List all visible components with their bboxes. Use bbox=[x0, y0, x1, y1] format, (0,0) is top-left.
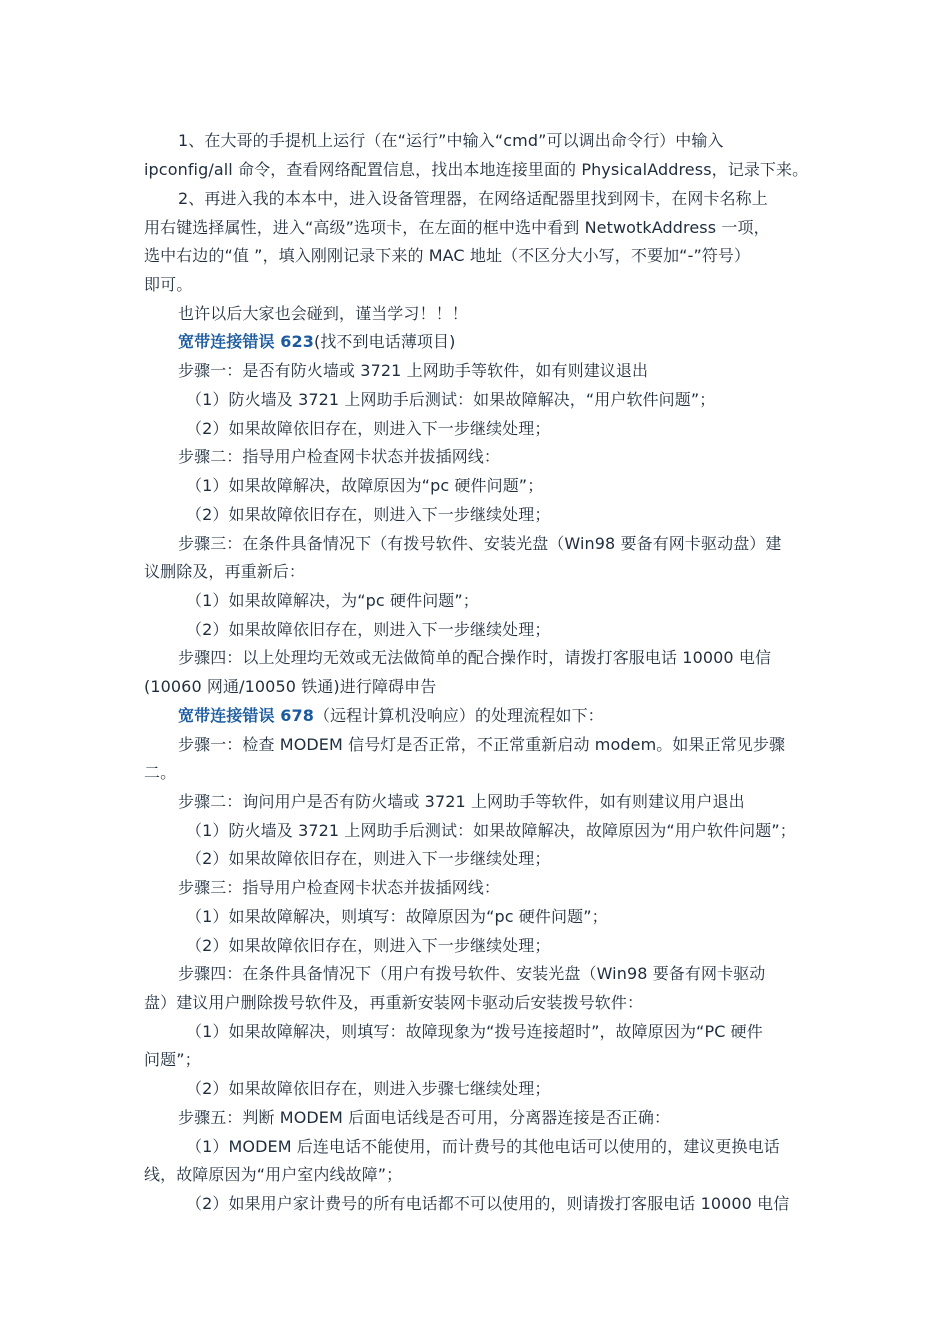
substep-line: （1）如果故障解决，则填写：故障现象为“拨号连接超时”，故障原因为“PC 硬件 bbox=[186, 1022, 763, 1041]
step-line: 步骤五：判断 MODEM 后面电话线是否可用，分离器连接是否正确： bbox=[178, 1108, 671, 1127]
substep-line: （1）如果故障解决，故障原因为“pc 硬件问题”； bbox=[186, 476, 544, 495]
step-line: 步骤三：指导用户检查网卡状态并拔插网线： bbox=[178, 878, 501, 897]
paragraph-line: ipconfig/all 命令，查看网络配置信息，找出本地连接里面的 PhysicalAddress，记录下来。 bbox=[144, 160, 809, 179]
step-line-cont: 二。 bbox=[144, 763, 177, 782]
section-heading-623: 宽带连接错误 623 bbox=[178, 332, 314, 351]
step-line: 步骤一：检查 MODEM 信号灯是否正常，不正常重新启动 modem。如果正常见步骤 bbox=[178, 735, 786, 754]
substep-line: （1）防火墙及 3721 上网助手后测试：如果故障解决，故障原因为“用户软件问题”； bbox=[186, 821, 796, 840]
step-line-cont: 盘）建议用户删除拨号软件及，再重新安装网卡驱动后安装拨号软件： bbox=[144, 993, 644, 1012]
step-line: 步骤四：在条件具备情况下（用户有拨号软件、安装光盘（Win98 要备有网卡驱动 bbox=[178, 964, 766, 983]
substep-line: （2）如果故障依旧存在，则进入下一步继续处理； bbox=[186, 936, 551, 955]
substep-line: （2）如果故障依旧存在，则进入下一步继续处理； bbox=[186, 849, 551, 868]
substep-line: （2）如果故障依旧存在，则进入下一步继续处理； bbox=[186, 419, 551, 438]
step-line-cont: 议删除及，再重新后： bbox=[144, 562, 306, 581]
substep-line: （2）如果故障依旧存在，则进入步骤七继续处理； bbox=[186, 1079, 551, 1098]
section-heading-678: 宽带连接错误 678 bbox=[178, 706, 314, 725]
paragraph-line: 也许以后大家也会碰到，谨当学习！！！ bbox=[178, 304, 468, 323]
paragraph-line: 1、在大哥的手提机上运行（在“运行”中输入“cmd”可以调出命令行）中输入 bbox=[178, 131, 724, 150]
paragraph-line: 用右键选择属性，进入“高级”选项卡，在左面的框中选中看到 NetwotkAddress 一项， bbox=[144, 218, 770, 237]
paragraph-line: 选中右边的“值 ”，填入刚刚记录下来的 MAC 地址（不区分大小写，不要加“-”符号） bbox=[144, 246, 751, 265]
substep-line: （2）如果故障依旧存在，则进入下一步继续处理； bbox=[186, 620, 551, 639]
heading-line-623 bbox=[178, 328, 455, 356]
substep-line: （1）MODEM 后连电话不能使用，而计费号的其他电话可以使用的，建议更换电话 bbox=[186, 1137, 780, 1156]
step-line: 步骤二：询问用户是否有防火墙或 3721 上网助手等软件，如有则建议用户退出 bbox=[178, 792, 745, 811]
substep-line: （2）如果故障依旧存在，则进入下一步继续处理； bbox=[186, 505, 551, 524]
step-line: 步骤四：以上处理均无效或无法做简单的配合操作时，请拨打客服电话 10000 电信 bbox=[178, 648, 772, 667]
heading-suffix: （远程计算机没响应）的处理流程如下： bbox=[313, 706, 604, 725]
substep-line: （1）如果故障解决，为“pc 硬件问题”； bbox=[186, 591, 479, 610]
step-line: 步骤一：是否有防火墙或 3721 上网助手等软件，如有则建议退出 bbox=[178, 361, 649, 380]
heading-suffix: (找不到电话薄项目) bbox=[313, 332, 456, 351]
heading-line-678 bbox=[178, 702, 604, 730]
substep-line: （1）如果故障解决，则填写：故障原因为“pc 硬件问题”； bbox=[186, 907, 608, 926]
substep-line: （2）如果用户家计费号的所有电话都不可以使用的，则请拨打客服电话 10000 电信 bbox=[186, 1194, 790, 1213]
step-line: 步骤三：在条件具备情况下（有拨号软件、安装光盘（Win98 要备有网卡驱动盘）建 bbox=[178, 534, 782, 553]
paragraph-line: 2、再进入我的本本中，进入设备管理器，在网络适配器里找到网卡，在网卡名称上 bbox=[178, 189, 768, 208]
step-line: 步骤二：指导用户检查网卡状态并拔插网线： bbox=[178, 447, 501, 466]
substep-line: （1）防火墙及 3721 上网助手后测试：如果故障解决，“用户软件问题”； bbox=[186, 390, 716, 409]
paragraph-line: 即可。 bbox=[144, 275, 193, 294]
substep-line-cont: 线，故障原因为“用户室内线故障”； bbox=[144, 1165, 403, 1184]
substep-line-cont: 问题”； bbox=[144, 1050, 201, 1069]
step-line-cont: (10060 网通/10050 铁通)进行障碍申告 bbox=[144, 677, 437, 696]
